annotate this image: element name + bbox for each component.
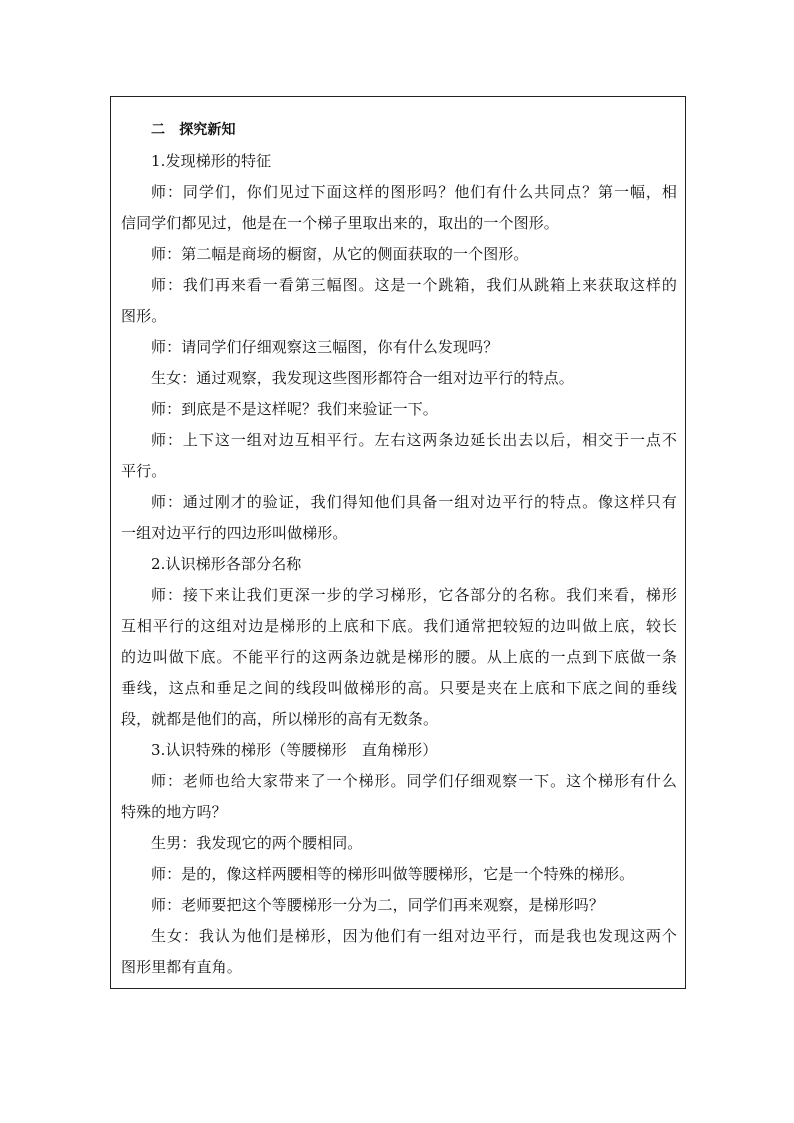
paragraph-line: 信同学们都见过，他是在一个梯子里取出来的，取出的一个图形。 xyxy=(121,214,559,232)
paragraph-line: 师：是的，像这样两腰相等的梯形叫做等腰梯形，它是一个特殊的梯形。 xyxy=(151,865,635,883)
paragraph-line: 师：我们再来看一看第三幅图。这是一个跳箱，我们从跳箱上来获取这样的 xyxy=(151,276,677,294)
subsection-heading-2: 2.认识梯形各部分名称 xyxy=(151,555,302,573)
paragraph-line: 师：老师要把这个等腰梯形一分为二，同学们再来观察，是梯形吗？ xyxy=(151,896,605,914)
subsection-heading-1: 1.发现梯形的特征 xyxy=(151,152,272,170)
paragraph-line: 段，就都是他们的高，所以梯形的高有无数条。 xyxy=(121,710,439,728)
subsection-heading-3: 3.认识特殊的梯形（等腰梯形 直角梯形） xyxy=(151,741,438,759)
paragraph-line: 生女：通过观察，我发现这些图形都符合一组对边平行的特点。 xyxy=(151,369,574,387)
paragraph-line: 师：请同学们仔细观察这三幅图，你有什么发现吗？ xyxy=(151,338,499,356)
paragraph-line: 师：老师也给大家带来了一个梯形。同学们仔细观察一下。这个梯形有什么 xyxy=(151,772,677,790)
paragraph-line: 生女：我认为他们是梯形，因为他们有一组对边平行，而是我也发现这两个 xyxy=(151,927,677,945)
paragraph-line: 生男：我发现它的两个腰相同。 xyxy=(151,834,363,852)
paragraph-line: 图形里都有直角。 xyxy=(121,958,242,976)
lesson-table-cell xyxy=(110,96,686,989)
paragraph-line: 师：第二幅是商场的橱窗，从它的侧面获取的一个图形。 xyxy=(151,245,529,263)
paragraph-line: 互相平行的这组对边是梯形的上底和下底。我们通常把较短的边叫做上底，较长 xyxy=(121,617,677,635)
paragraph-line: 师：到底是不是这样呢？我们来验证一下。 xyxy=(151,400,438,418)
section-heading: 二 探究新知 xyxy=(151,122,236,138)
paragraph-line: 师：上下这一组对边互相平行。左右这两条边延长出去以后，相交于一点不 xyxy=(151,431,677,449)
paragraph-line: 师：同学们，你们见过下面这样的图形吗？他们有什么共同点？第一幅，相 xyxy=(151,183,677,201)
paragraph-line: 平行。 xyxy=(121,462,167,480)
paragraph-line: 师：接下来让我们更深一步的学习梯形，它各部分的名称。我们来看，梯形 xyxy=(151,586,677,604)
paragraph-line: 的边叫做下底。不能平行的这两条边就是梯形的腰。从上底的一点到下底做一条 xyxy=(121,648,677,666)
paragraph-line: 垂线，这点和垂足之间的线段叫做梯形的高。只要是夹在上底和下底之间的垂线 xyxy=(121,679,677,697)
paragraph-line: 特殊的地方吗？ xyxy=(121,803,227,821)
paragraph-line: 一组对边平行的四边形叫做梯形。 xyxy=(121,524,348,542)
paragraph-line: 图形。 xyxy=(121,307,167,325)
paragraph-line: 师：通过刚才的验证，我们得知他们具备一组对边平行的特点。像这样只有 xyxy=(151,493,677,511)
